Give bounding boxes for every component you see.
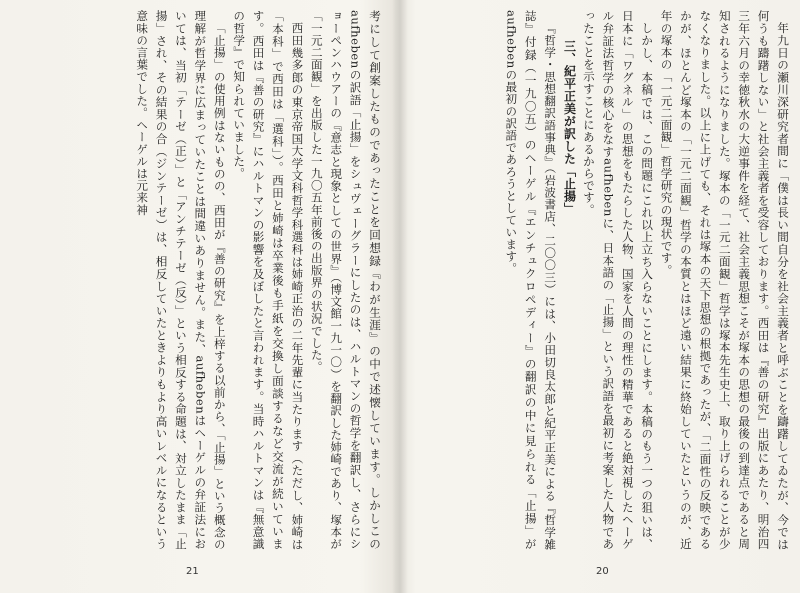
paragraph: 『哲学・思想翻訳語事典』（岩波書店、二〇〇三）には、小田切良太郎と紀平正美による『哲学雑誌』付録（一九〇五）のヘーゲル『エンチュクロペディー』の翻訳の中に見られる「止揚」がaufhebenの最初の訳語であろうとしています。 xyxy=(504,10,558,550)
page-number: 21 xyxy=(186,566,199,577)
book-gutter xyxy=(392,0,408,593)
left-page-text xyxy=(8,10,384,550)
page-number: 20 xyxy=(596,566,609,577)
left-page xyxy=(8,10,384,550)
paragraph: しかし、本稿では、この問題にこれ以上立ち入らないことにします。本稿のもう一つの狙いは、日本に「ワグネル」の思想をもたらした人物、国家を人間の理性の精華であると絶対視したヘーゲル弁証法哲学の核心をなすaufhebenに、日本語の「止揚」という訳語を最初に考案した人物であったことを示すことにあるからです。 xyxy=(581,10,655,550)
paragraph: 西田幾多郎の東京帝国大学文科哲学科選科は姉崎正治の二年先輩に当たります（ただし、姉崎は「本科」で西田は「選科」）。西田と姉崎は卒業後も手紙を交換し面談するなど交流が続いています。西田は『善の研究』にハルトマンの影響を及ぼしたと言われます。当時ハルトマンは『無意識の哲学』で知られていました。 xyxy=(232,10,305,550)
paragraph: 考にして創案したものであったことを回想録『わが生涯』の中で述懐しています。しかしこのaufhebenの訳語「止揚」をシュヴェーグラーにしたのは、ハルトマンの哲学を翻訳し、さらにショーペンハウアーの『意志と現象としての世界』（博文館一九一〇）を翻訳した姉崎であり、塚本が「一元二面観」を出版した一九〇五年前後の出版界の状況でした。 xyxy=(309,10,382,550)
section-heading: 三、紀平正美が訳した「止揚」 xyxy=(562,40,577,215)
paragraph: 「止揚」の使用例はないものの、西田が『善の研究』を上梓する以前から、「止揚」という概念の理解が哲学界に広まっていたことは間違いありません。また、aufhebenはヘーゲルの弁証法においては、当初「テーゼ（正）」と「アンチテーゼ（反）」という相反する命題は、対立したまま「止揚」され、その結果の合（ジンテーゼ）は、相反していたときよりもより高いレベルになるという意味の言葉でした。ヘーゲルは元来神 xyxy=(135,10,227,550)
right-page-text xyxy=(416,10,792,550)
paragraph: 年九日の瀬川深研究者間に「僕は長い間自分を社会主義者と呼ぶことを躊躇してゐたが、今では何うも躊躇しない」と社会主義者を受容しております。西田は『善の研究』出版にあたり、明治四三年六月の幸徳秋水の大逆事件を経て、社会主義思想こそが塚本の思想の最後の到達点であると周知されるようになりました。塚本の「一元二面観」哲学は塚本先生史上、取り上げられることが少なくなりました。以上に上げても、それは塚本の天下思想の根拠であったが、「二面性の反映であるかが、ほとんど塚本の「一元二面観」哲学の本質とはほど遠い結果に終始していたというのが、近年の塚本の「一元二面観」哲学研究の現状です。 xyxy=(659,10,790,550)
right-page xyxy=(416,10,792,550)
